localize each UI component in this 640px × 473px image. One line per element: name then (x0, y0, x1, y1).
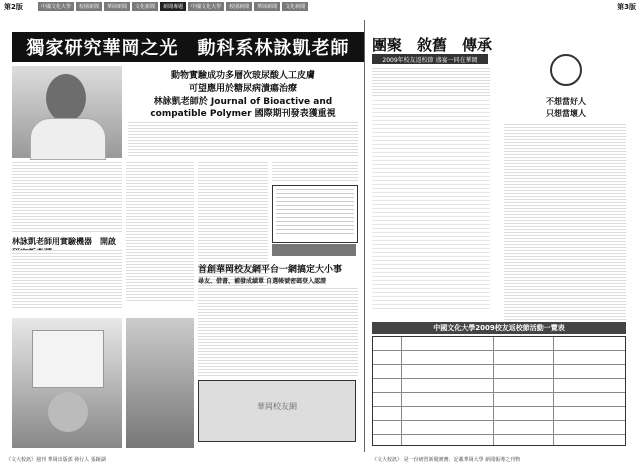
subheading-3: 林詠凱老師於 Journal of Bioactive and (153, 97, 333, 107)
article2-text (12, 250, 122, 310)
page-divider (364, 20, 365, 452)
story3-title: 首創華岡校友網平台一網搞定大小事 (198, 265, 343, 275)
teacher-portrait (12, 66, 122, 158)
small-photo (272, 244, 356, 256)
story3-text (198, 288, 358, 376)
events-table (372, 336, 626, 446)
section-tabs (38, 2, 608, 11)
section-tab[interactable]: 校園新聞 (226, 2, 252, 11)
lab-photo-2 (126, 318, 194, 448)
section-tab[interactable]: 華岡新聞 (254, 2, 280, 11)
footer-left: 《文大校訊》週刊 華岡出版部 發行人 張鏡湖 (6, 457, 106, 463)
page-header (0, 0, 640, 17)
section-tab[interactable]: 文化新聞 (132, 2, 158, 11)
section-tab[interactable]: 文化新聞 (282, 2, 308, 11)
sidebar-box (272, 185, 358, 243)
main-headline: 獨家研究華岡之光 動科系林詠凱老師 (12, 32, 364, 62)
section-tab[interactable]: 新聞專題 (160, 2, 186, 11)
right-subtitle: 2009年校友返校節 盛宴一同在華岡 (372, 54, 488, 64)
slogan-2: 只想當壞人 (546, 109, 586, 118)
subheading-2: 可望應用於糖尿病潰瘍治療 (188, 84, 297, 94)
subheading-1: 動物實驗成功多層次玻尿酸人工皮膚 (170, 71, 315, 81)
schedule-list (372, 100, 490, 310)
article-col-2 (126, 162, 194, 302)
right-intro-text (372, 68, 490, 98)
column-text (504, 124, 626, 320)
story3-subtitle: 尋友、借書、補發成績單 自選帳號密碼登入認證 (198, 278, 327, 285)
left-page-number: 第2版 (4, 3, 23, 11)
section2-heading: 林詠凱老師用實驗機器 開啟 (12, 237, 116, 246)
footer-right: 《文大校訊》 是一份研習新聞實務、記載華岡大學 新聞報導之刊物 (372, 457, 521, 463)
intro-text (128, 122, 358, 158)
table-title: 中國文化大學2009校友返校節活動一覽表 (372, 322, 626, 334)
section-tab[interactable]: 中國文化大學 (188, 2, 224, 11)
article-col-4 (272, 162, 358, 182)
subheading-4: compatible Polymer 國際期刊發表獲重視 (150, 109, 336, 119)
slogan-1: 不想當好人 (546, 97, 586, 106)
section-tab[interactable]: 華岡新聞 (104, 2, 130, 11)
smiley-illustration (520, 50, 608, 94)
right-title: 團聚 敘舊 傳承 (372, 36, 493, 54)
lab-photo (12, 318, 122, 448)
alumni-site-screenshot (198, 380, 356, 442)
right-page-number: 第3版 (617, 3, 636, 11)
section-tab[interactable]: 校園新聞 (76, 2, 102, 11)
site-caption: 華岡校友網 (257, 402, 297, 411)
article-col-1 (12, 162, 122, 232)
section-tab[interactable]: 中國文化大學 (38, 2, 74, 11)
